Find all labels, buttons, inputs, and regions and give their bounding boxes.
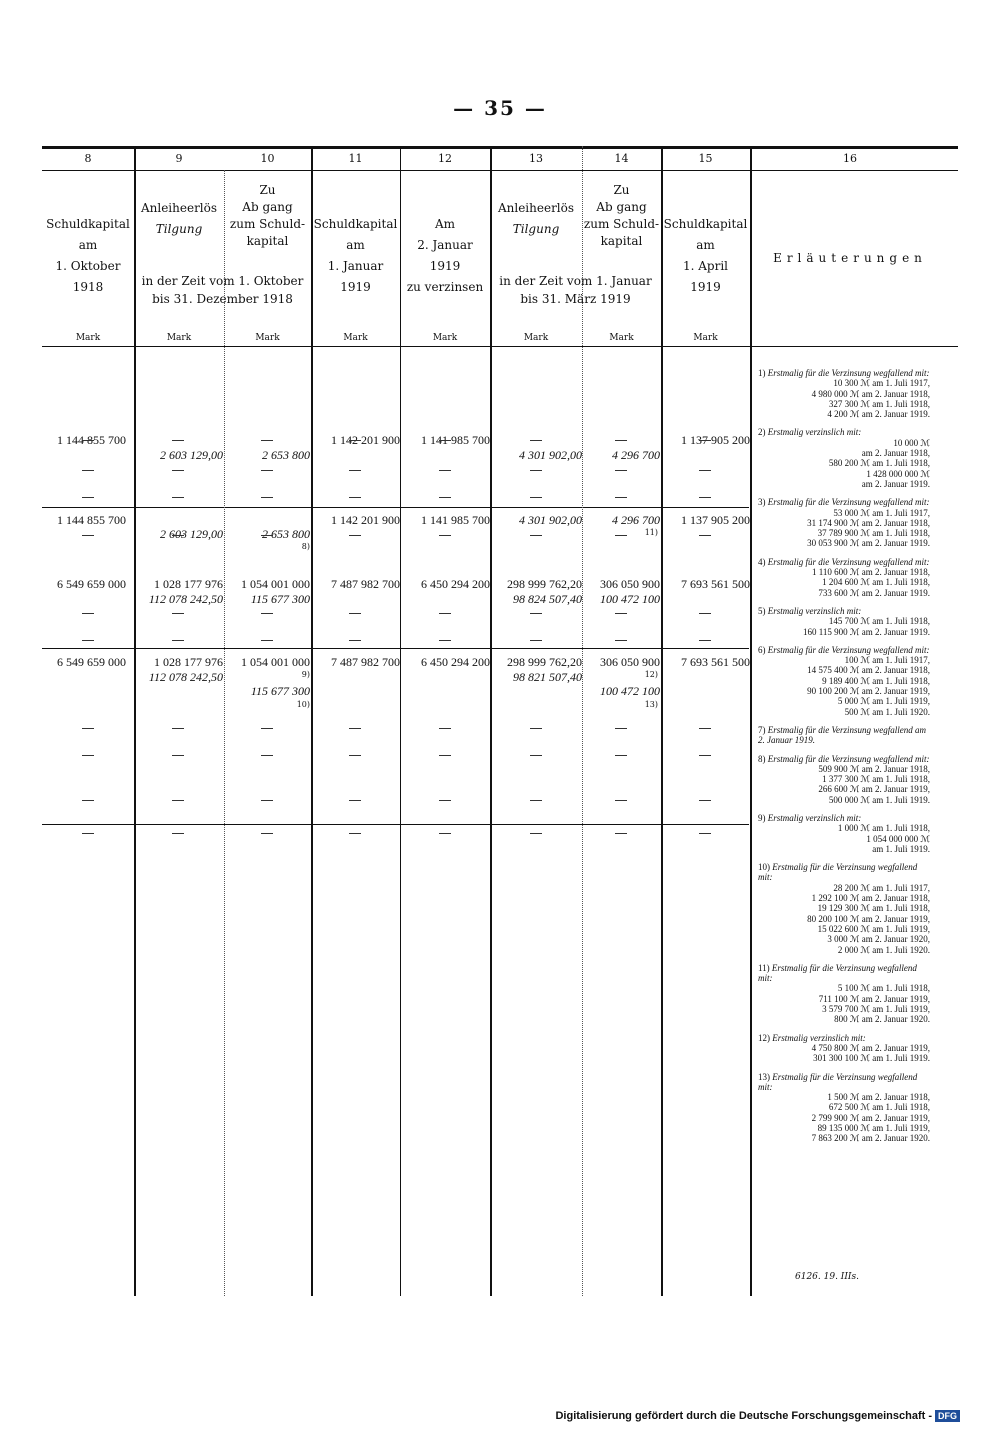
footnote-line: 711 100 ℳ am 2. Januar 1919, <box>818 993 930 1004</box>
footnote-item <box>758 813 930 854</box>
column-header: Zu Ab gang zum Schuld- kapital <box>229 183 306 248</box>
unit-label: Mark <box>75 333 101 343</box>
footnote-line: 672 500 ℳ am 1. Juli 1918, <box>828 1102 930 1113</box>
empty-cell-dash <box>261 613 273 614</box>
col-divider <box>750 146 752 1296</box>
footnote-line: 4 750 800 ℳ am 2. Januar 1919, <box>811 1042 930 1053</box>
empty-cell-dash <box>349 497 361 498</box>
footnote-line: 1 054 000 000 ℳ <box>866 833 930 844</box>
column-number: 16 <box>843 152 857 165</box>
table-cell: 4 301 902,00 <box>519 513 582 527</box>
table-cell: 6 450 294 200 <box>421 577 490 591</box>
empty-cell-dash <box>615 800 627 801</box>
empty-cell-dash <box>172 470 184 471</box>
table-cell: 2 603 129,00 <box>160 527 223 541</box>
empty-cell-dash <box>439 755 451 756</box>
table-cell: 98 821 507,40 <box>513 670 582 684</box>
table-cell: 6 549 659 000 <box>57 577 126 591</box>
empty-cell-dash <box>82 800 94 801</box>
empty-cell-dash <box>172 497 184 498</box>
column-header: Am 2. Januar 1919 zu verzinsen <box>406 217 484 294</box>
footnote-line: 19 129 300 ℳ am 1. Juli 1918, <box>817 903 930 914</box>
unit-label: Mark <box>609 333 634 343</box>
dfg-logo: DFG <box>935 1410 960 1422</box>
period-label: in der Zeit vom 1. Januar bis 31. März 1919 <box>499 274 652 306</box>
empty-cell-dash <box>615 755 627 756</box>
empty-cell-dash <box>349 470 361 471</box>
footnote-line: 160 115 900 ℳ am 2. Januar 1919. <box>802 626 930 637</box>
empty-cell-dash <box>261 535 273 536</box>
footnote-line: am 2. Januar 1919. <box>861 478 930 489</box>
table-cell: 1 141 985 700 <box>421 433 490 447</box>
footnotes-column <box>758 368 930 1152</box>
page-number: — 35 — <box>453 96 547 120</box>
empty-cell-dash <box>439 800 451 801</box>
empty-cell-dash <box>82 728 94 729</box>
unit-label: Mark <box>693 333 718 343</box>
empty-cell-dash <box>82 497 94 498</box>
empty-cell-dash <box>349 755 361 756</box>
column-header: Schuldkapital am 1. April 1919 <box>663 217 748 294</box>
unit-label: Mark <box>432 333 458 343</box>
table-cell: 1 144 855 700 <box>57 513 126 527</box>
footnote-mark: 2) <box>758 427 768 438</box>
footnote-mark: 12) <box>758 1032 773 1043</box>
footnote-mark: 6) <box>758 644 768 655</box>
table-cell: 298 999 762,20 <box>507 655 582 669</box>
empty-cell-dash <box>349 440 361 441</box>
unit-label: Mark <box>343 333 368 343</box>
footnote-line: 800 ℳ am 2. Januar 1920. <box>834 1014 930 1025</box>
footnote-line: 4 980 000 ℳ am 2. Januar 1918, <box>811 388 930 399</box>
col-divider <box>661 146 663 1296</box>
empty-cell-dash <box>172 535 184 536</box>
footnote-line: 1 110 600 ℳ am 2. Januar 1918, <box>811 567 930 578</box>
footnote-item <box>758 427 930 489</box>
empty-cell-dash <box>530 755 542 756</box>
footnote-mark: 9) <box>758 812 768 823</box>
footnote-text: Erstmalig für die Verzinsung wegfallend mit: <box>767 368 930 378</box>
empty-cell-dash <box>699 440 711 441</box>
footnote-mark: 3) <box>758 497 768 508</box>
footnote-line: 500 ℳ am 1. Juli 1920. <box>844 706 930 717</box>
table-cell: 2 653 800 <box>262 527 310 541</box>
empty-cell-dash <box>261 640 273 641</box>
table-cell: 4 296 700 <box>612 513 660 527</box>
empty-cell-dash <box>349 800 361 801</box>
unit-label: Mark <box>255 333 280 343</box>
colnum-rule <box>42 170 958 171</box>
empty-cell-dash <box>699 640 711 641</box>
empty-cell-dash <box>172 833 184 834</box>
footnote-text: Erstmalig für die Verzinsung wegfallend am 2. Januar 1919. <box>758 724 926 746</box>
footnote-mark: 5) <box>758 605 768 616</box>
empty-cell-dash <box>261 800 273 801</box>
footnote-item <box>758 963 930 1025</box>
footnote-item <box>758 606 930 637</box>
empty-cell-dash <box>261 497 273 498</box>
table-cell: 6 549 659 000 <box>57 655 126 669</box>
footnote-mark: 8) <box>301 542 310 551</box>
empty-cell-dash <box>82 640 94 641</box>
footnote-item <box>758 645 930 717</box>
unit-label: Mark <box>523 333 549 343</box>
footnote-line: am 1. Juli 1919. <box>872 843 930 854</box>
footnote-item <box>758 1072 930 1144</box>
empty-cell-dash <box>530 640 542 641</box>
footnote-line: 80 200 100 ℳ am 2. Januar 1919, <box>807 913 930 924</box>
footnote-item <box>758 497 930 548</box>
empty-cell-dash <box>439 640 451 641</box>
footnote-line: 37 789 900 ℳ am 1. Juli 1918, <box>817 528 930 539</box>
col-divider <box>311 146 313 1296</box>
footnote-line: 15 022 600 ℳ am 1. Juli 1919, <box>817 923 930 934</box>
empty-cell-dash <box>615 728 627 729</box>
footnote-line: 327 300 ℳ am 1. Juli 1918, <box>828 398 930 409</box>
table-cell: 100 472 100 <box>600 592 660 606</box>
column-number: 9 <box>175 152 183 165</box>
footnote-mark: 4) <box>758 556 768 567</box>
footnote-mark: 11) <box>644 528 658 537</box>
footnote-line: 1 500 ℳ am 2. Januar 1918, <box>827 1092 930 1103</box>
table-cell: 1 028 177 976 <box>154 655 223 669</box>
footnote-mark: 13) <box>644 700 658 709</box>
table-cell: 1 142 201 900 <box>331 433 400 447</box>
table-cell: 1 028 177 976 <box>154 577 223 591</box>
empty-cell-dash <box>699 833 711 834</box>
footnote-text: Erstmalig verzinslich mit: <box>767 605 862 616</box>
empty-cell-dash <box>699 470 711 471</box>
footnote-line: 580 200 ℳ am 1. Juli 1918, <box>828 458 930 469</box>
footnote-text: Erstmalig verzinslich mit: <box>767 812 862 823</box>
table-cell: 100 472 100 <box>600 684 660 698</box>
table-cell: 306 050 900 <box>600 655 660 669</box>
footnote-mark: 12) <box>644 670 658 679</box>
empty-cell-dash <box>615 497 627 498</box>
footnote-line: 90 100 200 ℳ am 2. Januar 1919, <box>807 686 930 697</box>
footnote-line: 301 300 100 ℳ am 1. Juli 1919. <box>813 1053 930 1064</box>
empty-cell-dash <box>699 728 711 729</box>
empty-cell-dash <box>530 497 542 498</box>
footer-credit: Digitalisierung gefördert durch die Deutsche Forschungsgemeinschaft - DFG <box>555 1410 960 1422</box>
table-cell: 2 653 800 <box>262 448 310 462</box>
footnote-item <box>758 725 930 746</box>
footnote-line: 30 053 900 ℳ am 2. Januar 1919. <box>807 538 930 549</box>
column-number: 10 <box>260 152 275 165</box>
empty-cell-dash <box>82 613 94 614</box>
footnote-text: Erstmalig für die Verzinsung wegfallend mit: <box>758 1071 918 1092</box>
footnote-line: 3 000 ℳ am 2. Januar 1920, <box>827 934 930 945</box>
table-cell: 7 693 561 500 <box>681 655 750 669</box>
footnote-line: 10 000 ℳ <box>893 437 930 448</box>
empty-cell-dash <box>615 470 627 471</box>
footnote-line: 509 900 ℳ am 2. Januar 1918, <box>818 763 930 774</box>
column-number: 15 <box>698 152 713 165</box>
empty-cell-dash <box>699 755 711 756</box>
column-number: 13 <box>529 152 543 165</box>
column-header: Schuldkapital am 1. Januar 1919 <box>313 217 398 294</box>
footnote-mark: 10) <box>296 700 310 709</box>
table-cell: 1 054 001 000 <box>241 577 310 591</box>
row-rule-3 <box>42 824 749 825</box>
table-cell: 7 693 561 500 <box>681 577 750 591</box>
empty-cell-dash <box>439 535 451 536</box>
empty-cell-dash <box>699 613 711 614</box>
empty-cell-dash <box>261 833 273 834</box>
empty-cell-dash <box>530 613 542 614</box>
empty-cell-dash <box>530 728 542 729</box>
footnote-text: Erstmalig für die Verzinsung wegfallend mit: <box>767 497 930 508</box>
row-rule-1 <box>42 507 749 508</box>
empty-cell-dash <box>439 728 451 729</box>
table-cell: 1 054 001 000 <box>241 655 310 669</box>
table-cell: 112 078 242,50 <box>148 592 223 606</box>
footnote-line: 3 579 700 ℳ am 1. Juli 1919, <box>822 1004 930 1015</box>
footnote-mark: 11) <box>758 962 772 973</box>
footnote-line: 733 600 ℳ am 2. Januar 1919. <box>818 587 930 598</box>
table-top-rule <box>42 146 958 149</box>
table-cell: 98 824 507,40 <box>513 592 582 606</box>
empty-cell-dash <box>82 535 94 536</box>
footnote-text: Erstmalig verzinslich mit: <box>767 427 862 438</box>
table-cell: 115 677 300 <box>250 592 310 606</box>
col-divider <box>490 146 492 1296</box>
empty-cell-dash <box>349 640 361 641</box>
col-divider <box>134 146 136 1296</box>
footnote-line: 1 292 100 ℳ am 2. Januar 1918, <box>811 893 930 904</box>
footnote-mark: 13) <box>758 1071 773 1082</box>
empty-cell-dash <box>530 440 542 441</box>
footnote-line: 2 000 ℳ am 1. Juli 1920. <box>837 944 930 955</box>
footnote-line: 89 135 000 ℳ am 1. Juli 1919, <box>817 1123 930 1133</box>
column-number: 14 <box>614 152 629 165</box>
empty-cell-dash <box>261 470 273 471</box>
empty-cell-dash <box>530 800 542 801</box>
table-cell: 1 137 905 200 <box>681 433 750 447</box>
table-cell: 1 142 201 900 <box>331 513 400 527</box>
empty-cell-dash <box>615 640 627 641</box>
footnote-line: 266 600 ℳ am 2. Januar 1919, <box>818 784 930 795</box>
footnote-item <box>758 368 930 419</box>
empty-cell-dash <box>172 755 184 756</box>
empty-cell-dash <box>349 728 361 729</box>
footnote-line: 4 200 ℳ am 2. Januar 1919. <box>827 409 930 420</box>
footnote-line: 2 799 900 ℳ am 2. Januar 1919, <box>811 1112 930 1123</box>
empty-cell-dash <box>699 535 711 536</box>
empty-cell-dash <box>349 613 361 614</box>
empty-cell-dash <box>172 613 184 614</box>
table-cell: 1 144 855 700 <box>57 433 126 447</box>
footnote-line: 1 428 000 000 ℳ <box>866 468 930 479</box>
row-rule-2 <box>42 648 749 649</box>
footnote-line: 7 863 200 ℳ am 2. Januar 1920. <box>811 1133 930 1144</box>
footnote-mark: 10) <box>758 862 773 873</box>
column-number: 8 <box>84 152 92 165</box>
footnote-line: 10 300 ℳ am 1. Juli 1917, <box>833 378 930 389</box>
empty-cell-dash <box>261 728 273 729</box>
column-header: Anleiheerlös Tilgung <box>140 201 218 236</box>
footnote-mark: 8) <box>758 753 768 764</box>
footnote-mark: 1) <box>758 368 768 378</box>
empty-cell-dash <box>530 470 542 471</box>
footnote-text: Erstmalig für die Verzinsung wegfallend mit: <box>758 962 917 984</box>
empty-cell-dash <box>615 440 627 441</box>
column-header: Zu Ab gang zum Schuld- kapital <box>583 183 660 248</box>
empty-cell-dash <box>439 833 451 834</box>
table-cell: 306 050 900 <box>600 577 660 591</box>
empty-cell-dash <box>439 497 451 498</box>
empty-cell-dash <box>172 728 184 729</box>
table-cell: 1 137 905 200 <box>681 513 750 527</box>
empty-cell-dash <box>615 535 627 536</box>
col-divider <box>400 146 401 1296</box>
empty-cell-dash <box>439 440 451 441</box>
footnote-line: 53 000 ℳ am 1. Juli 1917, <box>833 507 930 518</box>
column-header: Erläuterungen <box>773 251 927 265</box>
footnote-line: 500 000 ℳ am 1. Juli 1919. <box>828 794 930 805</box>
header-rule <box>42 346 958 347</box>
table-cell: 115 677 300 <box>250 684 310 698</box>
footnote-item <box>758 557 930 598</box>
footnote-mark: 7) <box>758 724 768 735</box>
column-number: 12 <box>438 152 452 165</box>
column-header: Schuldkapital am 1. Oktober 1918 <box>46 217 130 294</box>
footnote-line: 145 700 ℳ am 1. Juli 1918, <box>828 616 930 627</box>
table-cell: 4 301 902,00 <box>519 448 582 462</box>
footnote-line: 28 200 ℳ am 1. Juli 1917, <box>833 882 930 893</box>
column-header: Anleiheerlös Tilgung <box>497 201 575 236</box>
print-code: 6126. 19. IIIs. <box>795 1272 859 1282</box>
empty-cell-dash <box>261 755 273 756</box>
table-cell: 298 999 762,20 <box>507 577 582 591</box>
footnote-item <box>758 754 930 805</box>
footnote-item <box>758 862 930 955</box>
footnote-line: am 2. Januar 1918, <box>861 448 930 459</box>
empty-cell-dash <box>349 535 361 536</box>
footnote-line: 1 000 ℳ am 1. Juli 1918, <box>837 823 930 834</box>
footnote-line: 1 377 300 ℳ am 1. Juli 1918, <box>822 774 930 785</box>
footnote-text: Erstmalig verzinslich mit: <box>772 1032 866 1043</box>
footnote-line: 14 575 400 ℳ am 2. Januar 1918, <box>807 665 930 676</box>
empty-cell-dash <box>82 440 94 441</box>
empty-cell-dash <box>439 470 451 471</box>
empty-cell-dash <box>172 800 184 801</box>
footnote-text: Erstmalig für die Verzinsung wegfallend mit: <box>767 644 930 655</box>
table-cell: 2 603 129,00 <box>160 448 223 462</box>
footnote-line: 9 189 400 ℳ am 1. Juli 1918, <box>822 675 930 686</box>
empty-cell-dash <box>82 833 94 834</box>
footnote-text: Erstmalig für die Verzinsung wegfallend mit: <box>767 753 930 764</box>
empty-cell-dash <box>530 535 542 536</box>
empty-cell-dash <box>261 440 273 441</box>
table-cell: 1 141 985 700 <box>421 513 490 527</box>
footnote-text: Erstmalig für die Verzinsung wegfallend mit: <box>758 862 918 883</box>
footnote-line: 5 100 ℳ am 1. Juli 1918, <box>837 983 930 994</box>
table-cell: 6 450 294 200 <box>421 655 490 669</box>
footnote-text: Erstmalig für die Verzinsung wegfallend mit: <box>767 556 930 567</box>
empty-cell-dash <box>615 833 627 834</box>
empty-cell-dash <box>172 640 184 641</box>
footnote-line: 1 204 600 ℳ am 1. Juli 1918, <box>822 577 930 588</box>
empty-cell-dash <box>82 470 94 471</box>
footnote-line: 100 ℳ am 1. Juli 1917, <box>844 655 930 666</box>
table-cell: 7 487 982 700 <box>331 577 400 591</box>
empty-cell-dash <box>349 833 361 834</box>
table-cell: 112 078 242,50 <box>148 670 223 684</box>
footnote-line: 5 000 ℳ am 1. Juli 1919, <box>837 696 930 707</box>
footnote-mark: 9) <box>301 670 310 679</box>
empty-cell-dash <box>615 613 627 614</box>
table-cell: 4 296 700 <box>612 448 660 462</box>
period-label: in der Zeit vom 1. Oktober bis 31. Dezember 1918 <box>141 274 304 306</box>
empty-cell-dash <box>82 755 94 756</box>
empty-cell-dash <box>439 613 451 614</box>
col-divider <box>582 146 583 1296</box>
footnote-item <box>758 1033 930 1064</box>
empty-cell-dash <box>699 497 711 498</box>
column-number: 11 <box>348 152 363 165</box>
empty-cell-dash <box>172 440 184 441</box>
empty-cell-dash <box>530 833 542 834</box>
footnote-line: 31 174 900 ℳ am 2. Januar 1918, <box>807 517 930 528</box>
unit-label: Mark <box>166 333 192 343</box>
table-cell: 7 487 982 700 <box>331 655 400 669</box>
empty-cell-dash <box>699 800 711 801</box>
